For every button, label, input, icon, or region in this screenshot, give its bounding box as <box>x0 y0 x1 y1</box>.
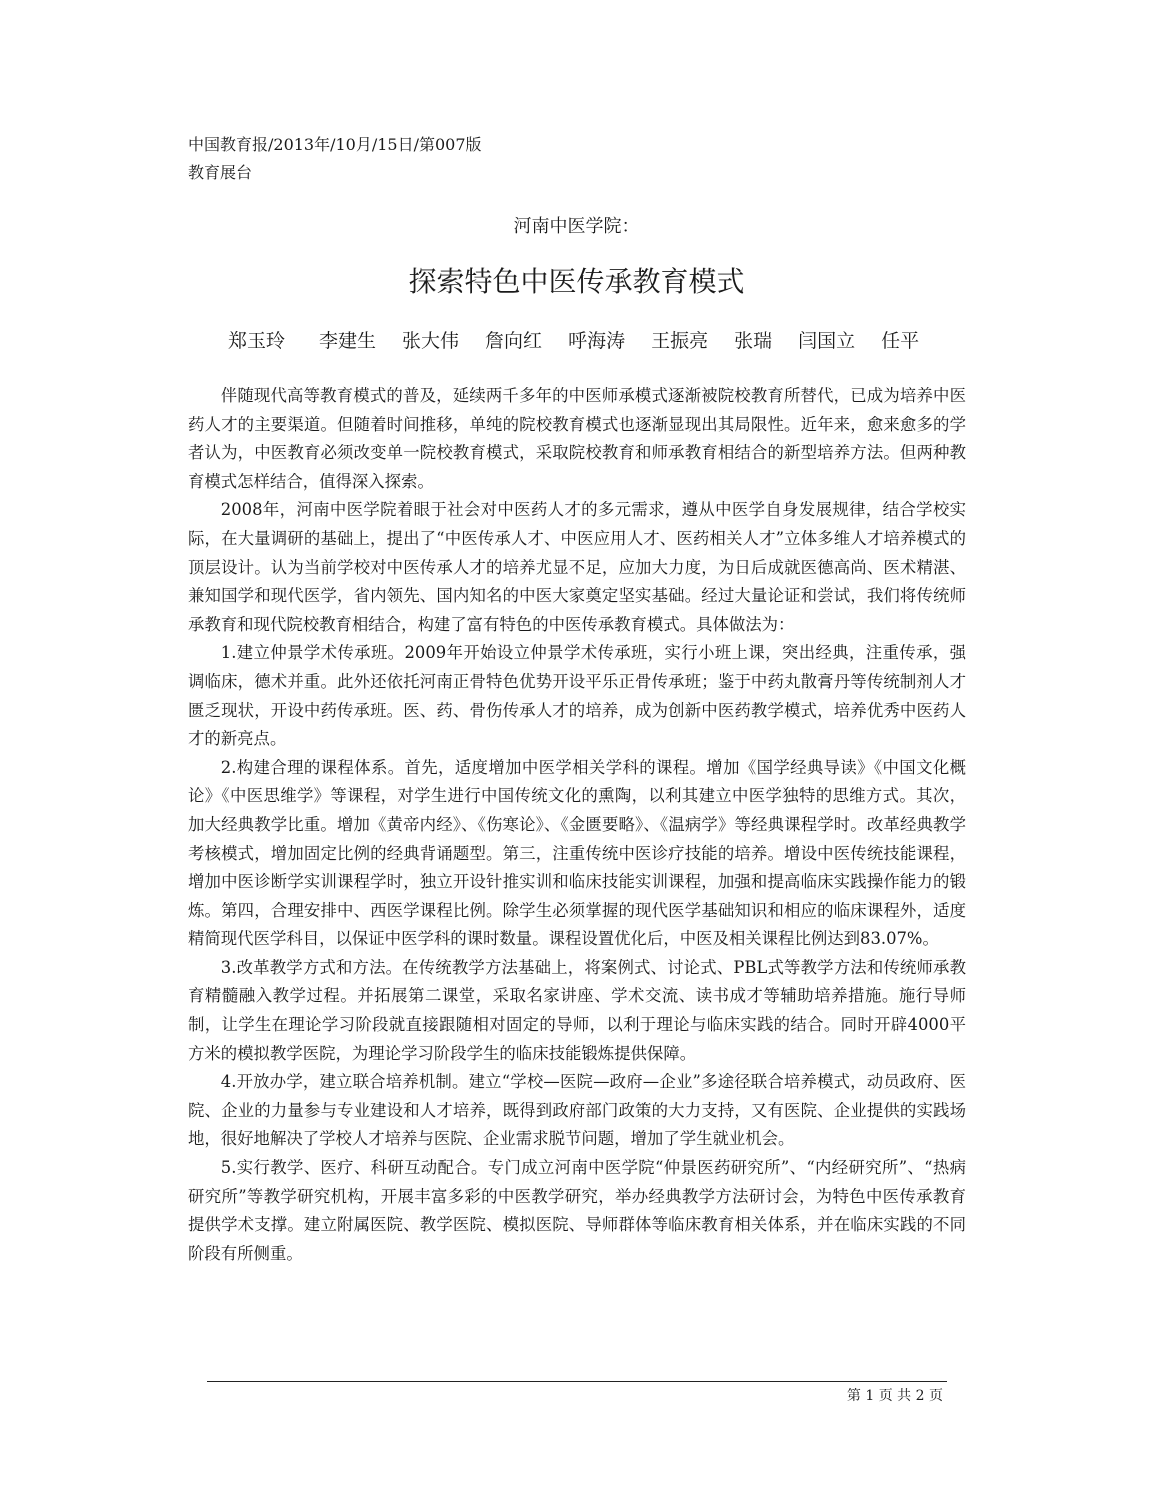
author-name: 詹向红 <box>485 330 543 352</box>
article-body <box>188 382 966 1268</box>
body-paragraph: 伴随现代高等教育模式的普及，延续两千多年的中医师承模式逐渐被院校教育所替代，已成为培养中医药人才的主要渠道。但随着时间推移，单纯的院校教育模式也逐渐显现出其局限性。近年来，愈来愈多的学者认为，中医教育必须改变单一院校教育模式，采取院校教育和师承教育相结合的新型培养方法。但两种教育模式怎样结合，值得深入探索。 <box>188 386 966 491</box>
author-name: 张瑞 <box>734 330 773 352</box>
author-name: 郑玉玲 <box>228 330 286 352</box>
page-number: 第 1 页 共 2 页 <box>846 1388 943 1404</box>
body-paragraph: 2.构建合理的课程体系。首先，适度增加中医学相关学科的课程。增加《国学经典导读》《中国文化概论》《中医思维学》等课程，对学生进行中国传统文化的熏陶，以利其建立中医学独特的思维方式。其次，加大经典教学比重。增加《黄帝内经》、《伤寒论》、《金匮要略》、《温病学》等经典课程学时。改革经典教学考核模式，增加固定比例的经典背诵题型。第三，注重传统中医诊疗技能的培养。增设中医传统技能课程，增加中医诊断学实训课程学时，独立开设针推实训和临床技能实训课程，加强和提高临床实践操作能力的锻炼。第四，合理安排中、西医学课程比例。除学生必须掌握的现代医学基础知识和相应的临床课程外，适度精简现代医学科目，以保证中医学科的课时数量。课程设置优化后，中医及相关课程比例达到83.07%。 <box>188 757 966 949</box>
body-paragraph: 3.改革教学方式和方法。在传统教学方法基础上，将案例式、讨论式、PBL式等教学方法和传统师承教育精髓融入教学过程。并拓展第二课堂，采取名家讲座、学术交流、读书成才等辅助培养措施。施行导师制，让学生在理论学习阶段就直接跟随相对固定的导师，以利于理论与临床实践的结合。同时开辟4000平方米的模拟教学医院，为理论学习阶段学生的临床技能锻炼提供保障。 <box>188 957 966 1063</box>
author-name: 任平 <box>881 330 920 352</box>
author-name: 呼海涛 <box>568 330 626 352</box>
author-name: 张大伟 <box>402 330 460 352</box>
footer-divider <box>207 1381 947 1382</box>
article-subtitle: 河南中医学院： <box>513 216 640 237</box>
author-name: 闫国立 <box>798 330 856 352</box>
body-paragraph: 5.实行教学、医疗、科研互动配合。专门成立河南中医学院“仲景医药研究所”、“内经研究所”、“热病研究所”等教学研究机构，开展丰富多彩的中医教学研究，举办经典教学方法研讨会，为特色中医传承教育提供学术支撑。建立附属医院、教学医院、模拟医院、导师群体等临床教育相关体系，并在临床实践的不同阶段有所侧重。 <box>188 1158 966 1263</box>
author-name: 李建生 <box>319 330 377 352</box>
column-name: 教育展台 <box>188 163 253 182</box>
body-paragraph: 4.开放办学，建立联合培养机制。建立“学校—医院—政府—企业”多途径联合培养模式，动员政府、医院、企业的力量参与专业建设和人才培养，既得到政府部门政策的大力支持，又有医院、企业提供的实践场地，很好地解决了学校人才培养与医院、企业需求脱节问题，增加了学生就业机会。 <box>188 1072 966 1149</box>
source-line: 中国教育报/2013年/10月/15日/第007版 <box>188 135 482 154</box>
body-paragraph: 2008年，河南中医学院着眼于社会对中医药人才的多元需求，遵从中医学自身发展规律，结合学校实际，在大量调研的基础上，提出了“中医传承人才、中医应用人才、医药相关人才”立体多维人才培养模式的顶层设计。认为当前学校对中医传承人才的培养尤显不足，应加大力度，为日后成就医德高尚、医术精湛、兼知国学和现代医学，省内领先、国内知名的中医大家奠定坚实基础。经过大量论证和尝试，我们将传统师承教育和现代院校教育相结合，构建了富有特色的中医传承教育模式。具体做法为： <box>188 500 966 634</box>
source-info <box>188 131 482 187</box>
author-list <box>228 327 919 355</box>
body-paragraph: 1.建立仲景学术传承班。2009年开始设立仲景学术传承班，实行小班上课，突出经典，注重传承，强调临床，德术并重。此外还依托河南正骨特色优势开设平乐正骨传承班；鉴于中药丸散膏丹等传统制剂人才匮乏现状，开设中药传承班。医、药、骨伤传承人才的培养，成为创新中医药教学模式，培养优秀中医药人才的新亮点。 <box>188 643 966 749</box>
author-name: 王振亮 <box>651 330 709 352</box>
article-title: 探索特色中医传承教育模式 <box>408 265 745 298</box>
